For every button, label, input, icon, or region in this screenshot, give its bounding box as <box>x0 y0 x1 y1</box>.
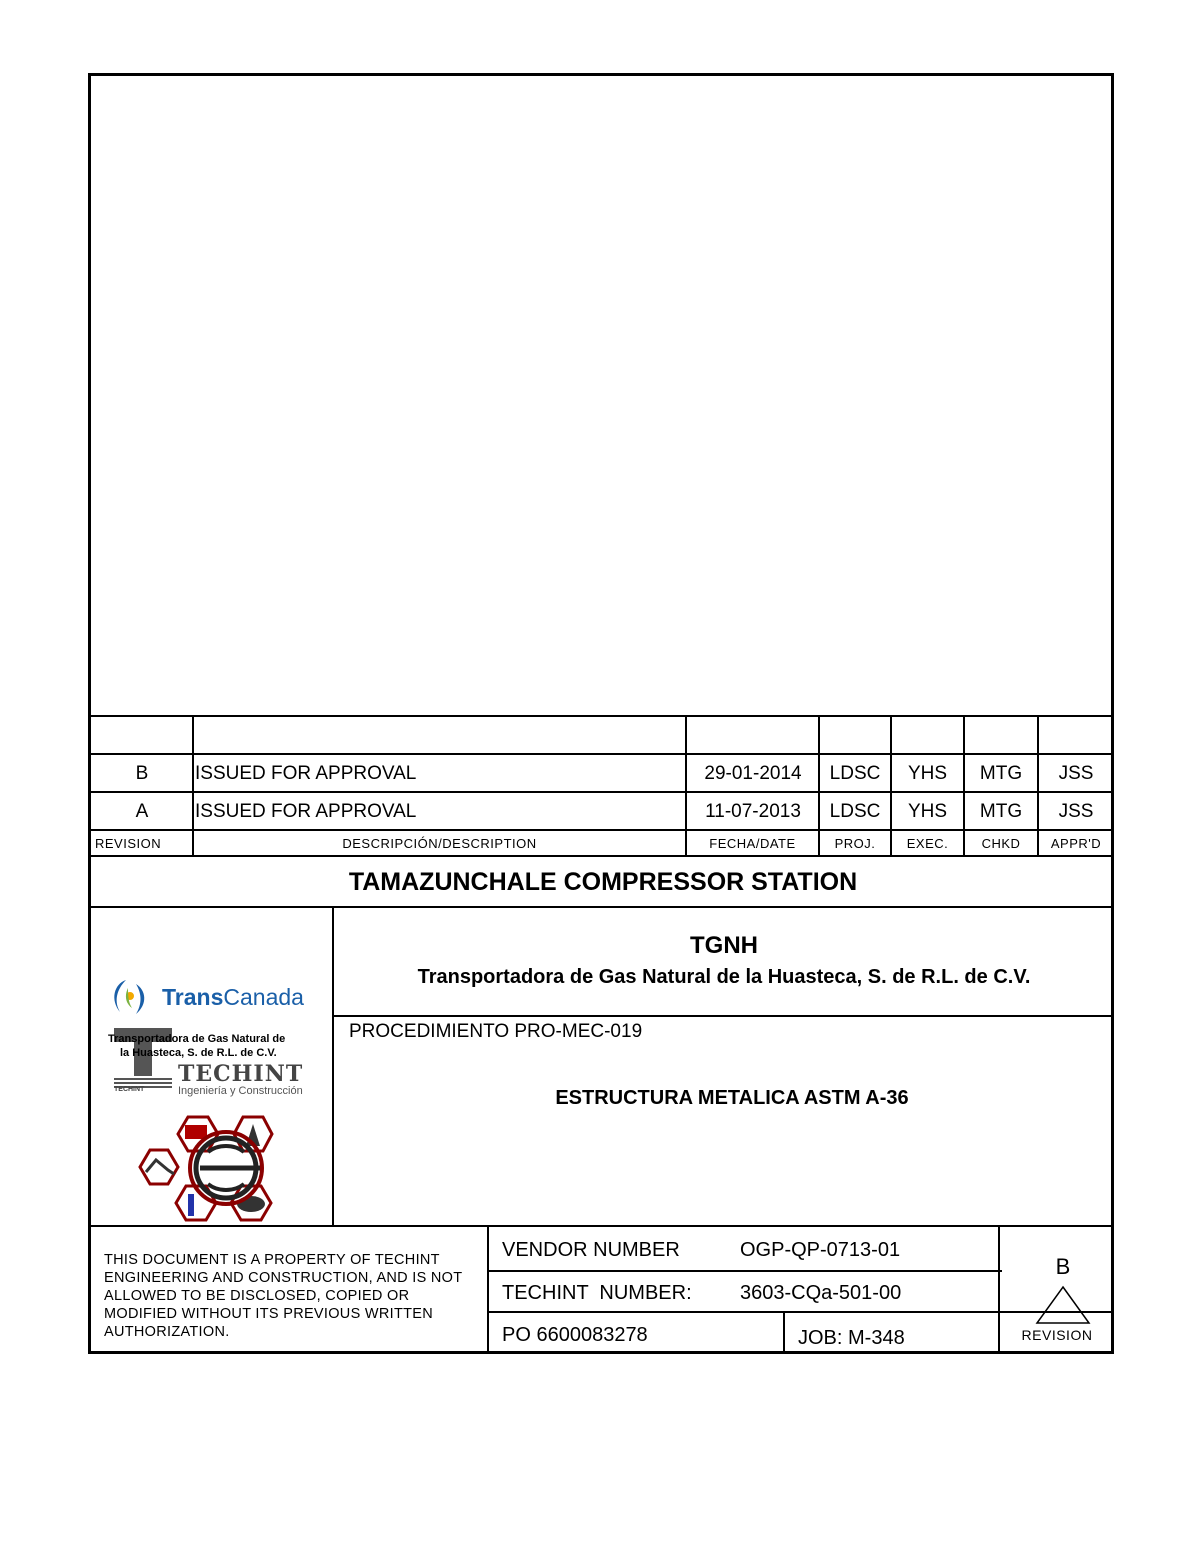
transcanada-wordmark <box>162 984 304 1011</box>
techint-brand: TECHINT <box>178 1061 304 1087</box>
techint-logo <box>108 1028 320 1100</box>
revision-triangle-icon <box>1033 1285 1093 1327</box>
job-number: JOB: M-348 <box>798 1326 905 1349</box>
rev-header-exec: EXEC. <box>906 835 949 851</box>
procedure-title: ESTRUCTURA METALICA ASTM A-36 <box>555 1086 909 1109</box>
rev-header-proj: PROJ. <box>834 835 876 851</box>
transcanada-logo <box>106 974 316 1018</box>
rev-table-top-line <box>90 715 1114 717</box>
rev-header-chkd: CHKD <box>981 835 1021 851</box>
transcanada-swirl-icon <box>106 974 154 1018</box>
po-number: PO 6600083278 <box>502 1323 648 1346</box>
techint-sub: Ingeniería y Construcción <box>178 1085 303 1097</box>
techint-number-bottom-line <box>488 1311 1114 1313</box>
rev-row-a-rev: A <box>135 801 149 822</box>
po-job-divider <box>783 1312 785 1354</box>
rev-row-a-exec: YHS <box>907 801 948 822</box>
techint-partner-line-1: Transportadora de Gas Natural de <box>108 1033 286 1045</box>
procedure-code: PROCEDIMIENTO PRO-MEC-019 <box>349 1021 643 1042</box>
revision-box-divider <box>998 1226 1000 1354</box>
rev-row-a-proj: LDSC <box>829 801 881 822</box>
rev-row-b-proj: LDSC <box>829 763 881 784</box>
title-bottom-line <box>90 906 1114 908</box>
techint-small-label: TECHINT <box>114 1086 145 1093</box>
bottom-block-top-line <box>90 1225 1114 1227</box>
rev-row-a-chkd: MTG <box>979 801 1023 822</box>
vendor-number-label: VENDOR NUMBER <box>502 1238 680 1261</box>
techint-number-value: 3603-CQa-501-00 <box>740 1281 902 1304</box>
transcanada-word-trans: Trans <box>162 984 224 1010</box>
station-title: TAMAZUNCHALE COMPRESSOR STATION <box>348 867 858 896</box>
rev-header-rev: REVISION <box>95 835 162 851</box>
client-code: TGNH <box>690 932 758 959</box>
rev-header-date: FECHA/DATE <box>709 835 796 851</box>
rev-row-b-description: ISSUED FOR APPROVAL <box>195 763 417 784</box>
rev-row-b-chkd: MTG <box>979 763 1023 784</box>
revision-label: REVISION <box>1021 1327 1093 1343</box>
current-revision-letter: B <box>1055 1254 1071 1279</box>
rev-row-b-rev: B <box>135 763 149 784</box>
safety-emblem-icon <box>138 1112 288 1222</box>
property-notice: THIS DOCUMENT IS A PROPERTY OF TECHINT ENGINEERING AND CONSTRUCTION, AND IS NOT ALLOWED TO BE DISCLOSED, COPIED OR MODIFIED WITHOUT ITS PREVIOUS WRITTEN AUTHORIZATION. <box>104 1252 463 1340</box>
rev-row-a-apprd: JSS <box>1058 801 1094 822</box>
rev-row-b-date: 29-01-2014 <box>704 763 802 784</box>
rev-header-bottom-line <box>90 855 1114 857</box>
rev-row-a-description: ISSUED FOR APPROVAL <box>195 801 417 822</box>
vendor-bottom-line <box>488 1270 1002 1272</box>
notice-divider <box>487 1226 489 1354</box>
techint-number-label: TECHINT NUMBER: <box>502 1281 692 1304</box>
client-bottom-line <box>334 1015 1114 1017</box>
rev-header-description: DESCRIPCIÓN/DESCRIPTION <box>342 835 537 851</box>
rev-row-b-exec: YHS <box>907 763 948 784</box>
vendor-number-value: OGP-QP-0713-01 <box>740 1238 901 1261</box>
techint-partner-line-2: la Huasteca, S. de R.L. de C.V. <box>120 1047 277 1059</box>
client-name: Transportadora de Gas Natural de la Huasteca, S. de R.L. de C.V. <box>417 965 1031 988</box>
rev-row-a-date: 11-07-2013 <box>705 801 801 822</box>
transcanada-word-canada: Canada <box>223 984 304 1010</box>
rev-header-apprd: APPR'D <box>1050 835 1102 851</box>
rev-row-b-apprd: JSS <box>1058 763 1094 784</box>
rev-row-line-1 <box>90 753 1114 755</box>
